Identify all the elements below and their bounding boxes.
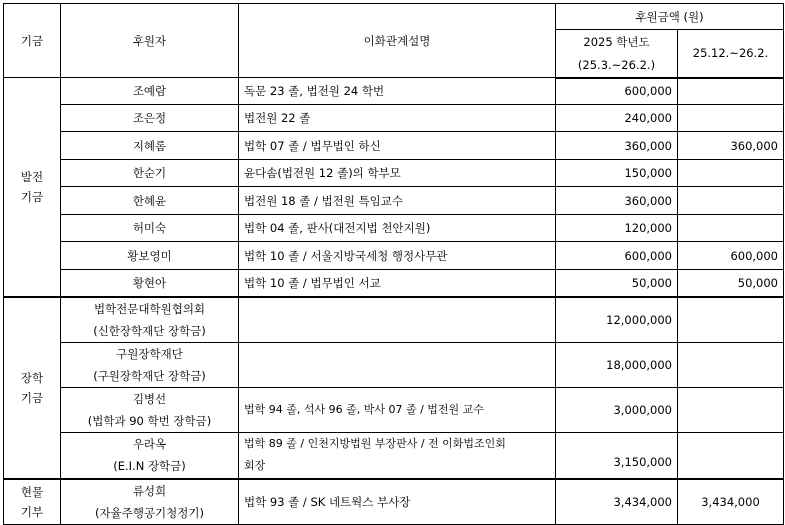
header-sponsor: 후원자 [61,4,239,78]
amount-cell: 360,000 [556,132,678,160]
sponsor-note: (자율주행공기청정기) [95,505,204,520]
amount-cell: 150,000 [556,160,678,187]
sponsor-name: 김병선 [132,392,167,406]
amount-cell: 3,150,000 [556,433,678,479]
sponsor-cell [61,297,239,343]
sponsor-cell: 허미숙 [61,215,239,242]
relation-cell: 독문 23 졸, 법전원 24 학번 [239,78,556,105]
relation-cell: 법학 07 졸 / 법무법인 하신 [239,132,556,160]
sponsor-note: (법학과 90 학번 장학금) [87,414,212,428]
sponsor-cell [61,388,239,433]
sponsor-cell [61,343,239,388]
relation-cell: 윤다솜(법전원 12 졸)의 학부모 [239,160,556,187]
sponsor-cell: 조은정 [61,105,239,132]
sponsor-name: 구원장학재단 [116,347,183,361]
category-line2: 기부 [20,504,44,519]
header-relation: 이화관계설명 [239,4,556,78]
amount2-cell: 3,434,000 [678,479,784,525]
sponsor-cell: 한순기 [61,160,239,187]
amount-cell: 3,434,000 [556,479,678,525]
amount2-cell [678,160,784,187]
sponsor-name: 류성희 [132,483,167,498]
header-period-2: 25.12.~26.2. [678,30,784,78]
sponsor-note: (구원장학재단 장학금) [93,369,206,383]
amount-cell: 240,000 [556,105,678,132]
sponsor-name: 우라옥 [132,437,167,452]
header-category: 기금 [4,4,61,78]
donation-table [3,3,784,525]
amount-cell: 12,000,000 [556,297,678,343]
relation-cell: 법학 93 졸 / SK 네트웍스 부사장 [239,479,556,525]
sponsor-cell: 황현아 [61,270,239,297]
amount-cell: 3,000,000 [556,388,678,433]
category-development [4,78,61,297]
sponsor-cell: 조예람 [61,78,239,105]
sponsor-note: (E.I.N 장학금) [113,459,186,474]
sponsor-cell: 황보영미 [61,242,239,270]
amount2-cell [678,297,784,343]
relation-cell [239,297,556,343]
amount-cell: 600,000 [556,242,678,270]
relation-cell [239,433,556,479]
relation-line1: 법학 89 졸 / 인천지방법원 부장판사 / 전 이화법조인회 [244,437,506,451]
amount2-cell: 600,000 [678,242,784,270]
amount2-cell [678,433,784,479]
amount2-cell: 360,000 [678,132,784,160]
amount2-cell [678,343,784,388]
category-line1: 발전 [20,169,44,184]
amount2-cell [678,78,784,105]
relation-cell: 법학 10 졸 / 법무법인 서교 [239,270,556,297]
relation-cell [239,343,556,388]
sponsor-name: 법학전문대학원협의회 [93,301,206,316]
sponsor-note: (신한장학재단 장학금) [93,323,206,338]
sponsor-cell: 지혜롬 [61,132,239,160]
sponsor-cell [61,479,239,525]
category-in-kind [4,479,61,525]
category-scholarship [4,297,61,479]
amount2-cell [678,388,784,433]
category-line1: 장학 [20,370,44,385]
header-amount-group: 후원금액 (원) [556,4,784,30]
sponsor-cell: 한혜윤 [61,187,239,215]
amount-cell: 120,000 [556,215,678,242]
relation-line2: 회장 [244,459,266,473]
relation-cell: 법학 10 졸 / 서울지방국세청 행정사무관 [239,242,556,270]
relation-cell: 법학 04 졸, 판사(대전지법 천안지원) [239,215,556,242]
header-year-2025: 2025 학년도 [556,30,678,54]
amount2-cell [678,105,784,132]
relation-cell: 법전원 22 졸 [239,105,556,132]
amount-cell: 18,000,000 [556,343,678,388]
category-line1: 현물 [20,484,44,499]
amount2-cell [678,215,784,242]
amount-cell: 600,000 [556,78,678,105]
amount2-cell: 50,000 [678,270,784,297]
amount-cell: 360,000 [556,187,678,215]
header-year-2025-range: (25.3.~26.2.) [556,54,678,78]
relation-cell: 법학 94 졸, 석사 96 졸, 박사 07 졸 / 법전원 교수 [239,388,556,433]
amount-cell: 50,000 [556,270,678,297]
category-line2: 기금 [20,189,44,204]
category-line2: 기금 [20,390,44,405]
amount2-cell [678,187,784,215]
sponsor-cell [61,433,239,479]
relation-cell: 법전원 18 졸 / 법전원 특임교수 [239,187,556,215]
